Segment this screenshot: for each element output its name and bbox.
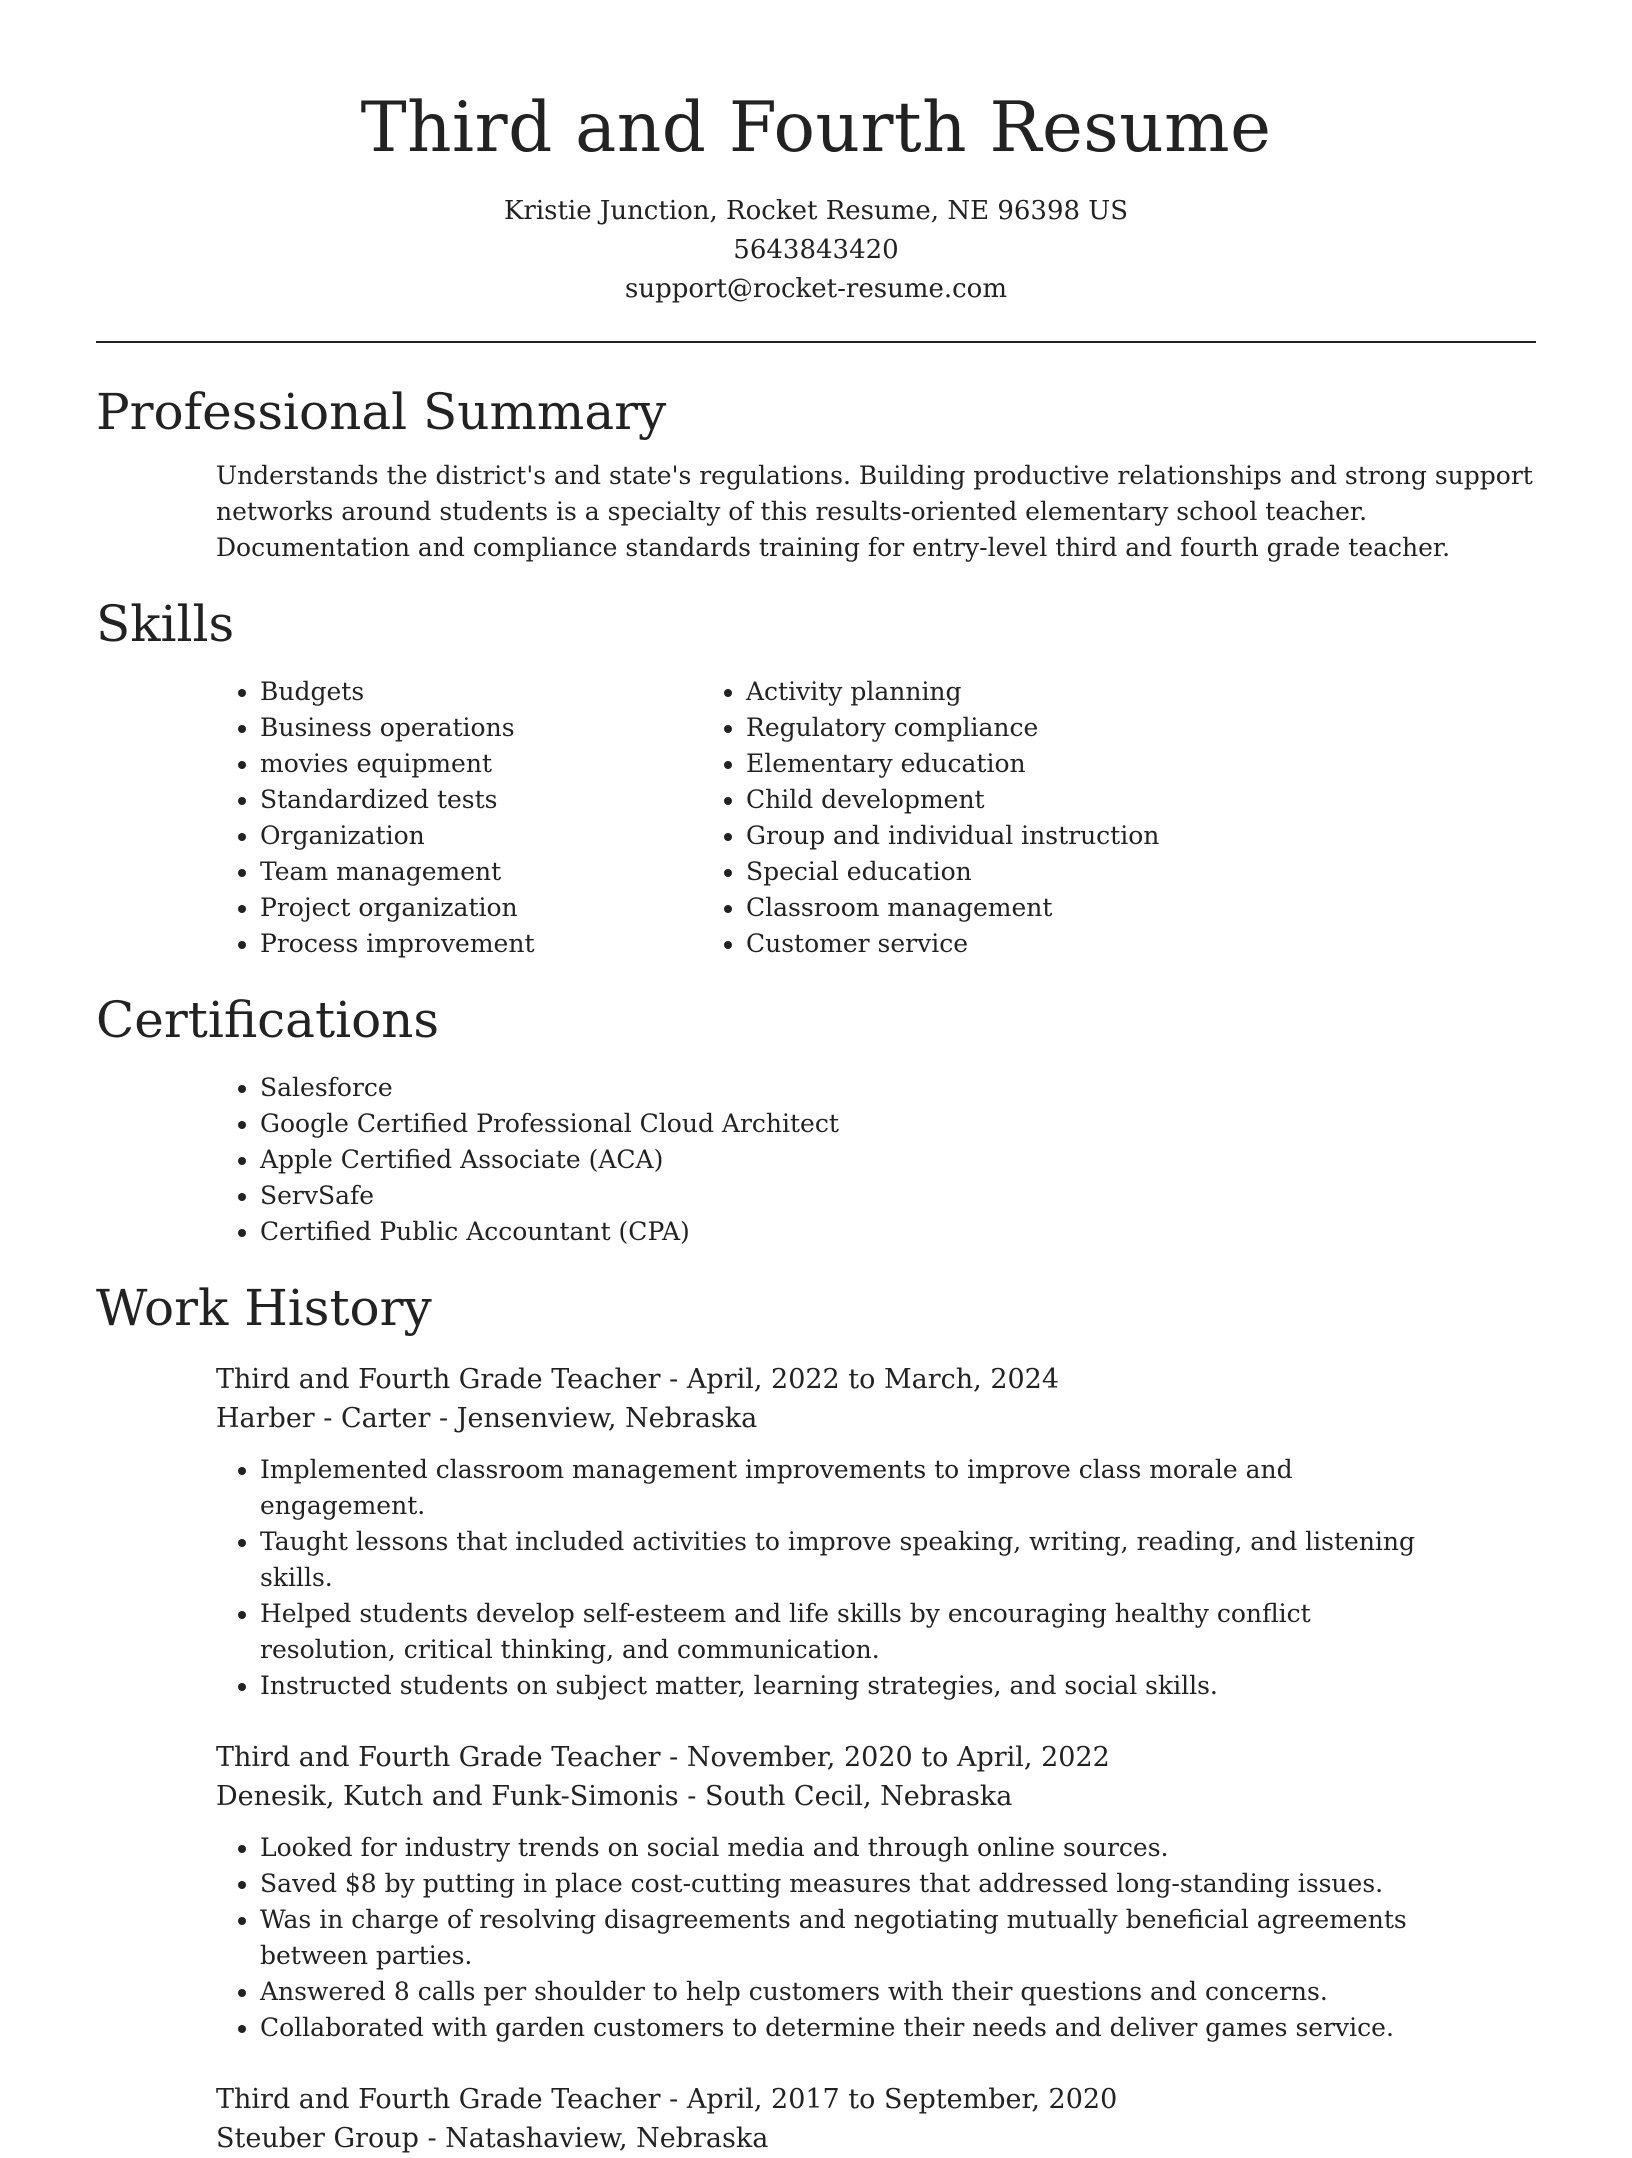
job-company: Harber - Carter <box>216 1403 431 1434</box>
job-title-line <box>216 1360 1536 1399</box>
title-separator: - <box>660 1364 687 1395</box>
skills-section <box>96 592 1536 962</box>
job-company-line <box>216 2119 1536 2158</box>
job-entry <box>96 1360 1536 1704</box>
work-history-section <box>96 1276 1536 2158</box>
certification-item: • Google Certified Professional Cloud Architect <box>260 1106 1536 1142</box>
job-location: Jensenview, Nebraska <box>456 1403 758 1434</box>
certifications-list <box>96 1070 1536 1250</box>
skill-item: • Team management <box>260 854 746 890</box>
certification-item: • ServSafe <box>260 1178 1536 1214</box>
skill-item: • Budgets <box>260 674 746 710</box>
job-duty-item: • Looked for industry trends on social media and through online sources. <box>260 1830 1416 1866</box>
summary-text: Understands the district's and state's regulations. Building productive relationships and strong support networks around students is a specialty of this results-oriented elementary school teacher. Documentation and compliance standards training for entry-level third and fourth grade teacher. <box>216 461 1533 562</box>
skill-item: • Standardized tests <box>260 782 746 818</box>
certification-item: • Apple Certified Associate (ACA) <box>260 1142 1536 1178</box>
job-company-line <box>216 1777 1536 1816</box>
job-location: Natashaview, Nebraska <box>445 2123 769 2154</box>
company-separator: - <box>418 2123 446 2154</box>
skills-columns <box>96 674 1536 962</box>
job-duties-list <box>96 1452 1416 1704</box>
skill-item: • movies equipment <box>260 746 746 782</box>
job-duties <box>96 1452 1416 1704</box>
skill-item: • Organization <box>260 818 746 854</box>
work-history-heading: Work History <box>96 1279 432 1337</box>
job-duty-item: • Saved $8 by putting in place cost-cutting measures that addressed long-standing issues. <box>260 1866 1416 1902</box>
job-entry <box>96 1738 1536 2046</box>
job-dates: April, 2022 to March, 2024 <box>686 1364 1060 1395</box>
job-duty-item: • Instructed students on subject matter, learning strategies, and social skills. <box>260 1668 1416 1704</box>
skill-item: • Process improvement <box>260 926 746 962</box>
header-divider <box>96 341 1536 343</box>
contact-info <box>0 192 1632 309</box>
job-company: Steuber Group <box>216 2123 419 2154</box>
job-duty-item: • Taught lessons that included activities to improve speaking, writing, reading, and listening skills. <box>260 1524 1416 1596</box>
job-title: Third and Fourth Grade Teacher <box>216 1742 661 1773</box>
job-duty-item: • Collaborated with garden customers to determine their needs and deliver games service. <box>260 2010 1416 2046</box>
job-title: Third and Fourth Grade Teacher <box>216 1364 661 1395</box>
certification-item: • Salesforce <box>260 1070 1536 1106</box>
address-line: Kristie Junction, Rocket Resume, NE 96398 US <box>503 196 1129 226</box>
certification-item: • Certified Public Accountant (CPA) <box>260 1214 1536 1250</box>
certifications-section <box>96 988 1536 1250</box>
job-duties-list <box>96 1830 1416 2046</box>
resume-name: Third and Fourth Resume <box>360 88 1272 168</box>
job-company-line <box>216 1399 1536 1438</box>
skill-item: • Regulatory compliance <box>746 710 1372 746</box>
summary-heading: Professional Summary <box>96 383 667 441</box>
resume-content <box>96 380 1536 2158</box>
title-separator: - <box>660 1742 687 1773</box>
certifications-list-wrap <box>96 1070 1536 1250</box>
skill-item: • Group and individual instruction <box>746 818 1372 854</box>
company-separator: - <box>678 1781 705 1812</box>
skills-list-right <box>582 674 1372 962</box>
job-dates: April, 2017 to September, 2020 <box>686 2084 1118 2115</box>
skills-column-right <box>582 674 1372 962</box>
job-duty-item: • Was in charge of resolving disagreements and negotiating mutually beneficial agreements between parties. <box>260 1902 1416 1974</box>
skill-item: • Elementary education <box>746 746 1372 782</box>
job-dates: November, 2020 to April, 2022 <box>686 1742 1110 1773</box>
job-location: South Cecil, Nebraska <box>704 1781 1013 1812</box>
email-line: support@rocket-resume.com <box>624 274 1007 304</box>
company-separator: - <box>430 1403 457 1434</box>
job-entry <box>96 2080 1536 2158</box>
skills-heading: Skills <box>96 595 235 653</box>
title-separator: - <box>660 2084 687 2115</box>
job-company: Denesik, Kutch and Funk-Simonis <box>216 1781 679 1812</box>
resume-header <box>0 0 1632 309</box>
skill-item: • Activity planning <box>746 674 1372 710</box>
skill-item: • Child development <box>746 782 1372 818</box>
job-title-line <box>216 1738 1536 1777</box>
summary-section <box>96 380 1536 566</box>
job-title-line <box>216 2080 1536 2119</box>
skill-item: • Special education <box>746 854 1372 890</box>
job-duty-item: • Answered 8 calls per shoulder to help customers with their questions and concerns. <box>260 1974 1416 2010</box>
skill-item: • Classroom management <box>746 890 1372 926</box>
job-duty-item: • Implemented classroom management improvements to improve class morale and engagement. <box>260 1452 1416 1524</box>
job-duty-item: • Helped students develop self-esteem and life skills by encouraging healthy conflict resolution, critical thinking, and communication. <box>260 1596 1416 1668</box>
certifications-heading: Certifications <box>96 991 440 1049</box>
job-title: Third and Fourth Grade Teacher <box>216 2084 661 2115</box>
skill-item: • Project organization <box>260 890 746 926</box>
skill-item: • Business operations <box>260 710 746 746</box>
phone-line: 5643843420 <box>733 235 899 265</box>
skill-item: • Customer service <box>746 926 1372 962</box>
job-duties <box>96 1830 1416 2046</box>
jobs-list <box>96 1360 1536 2158</box>
